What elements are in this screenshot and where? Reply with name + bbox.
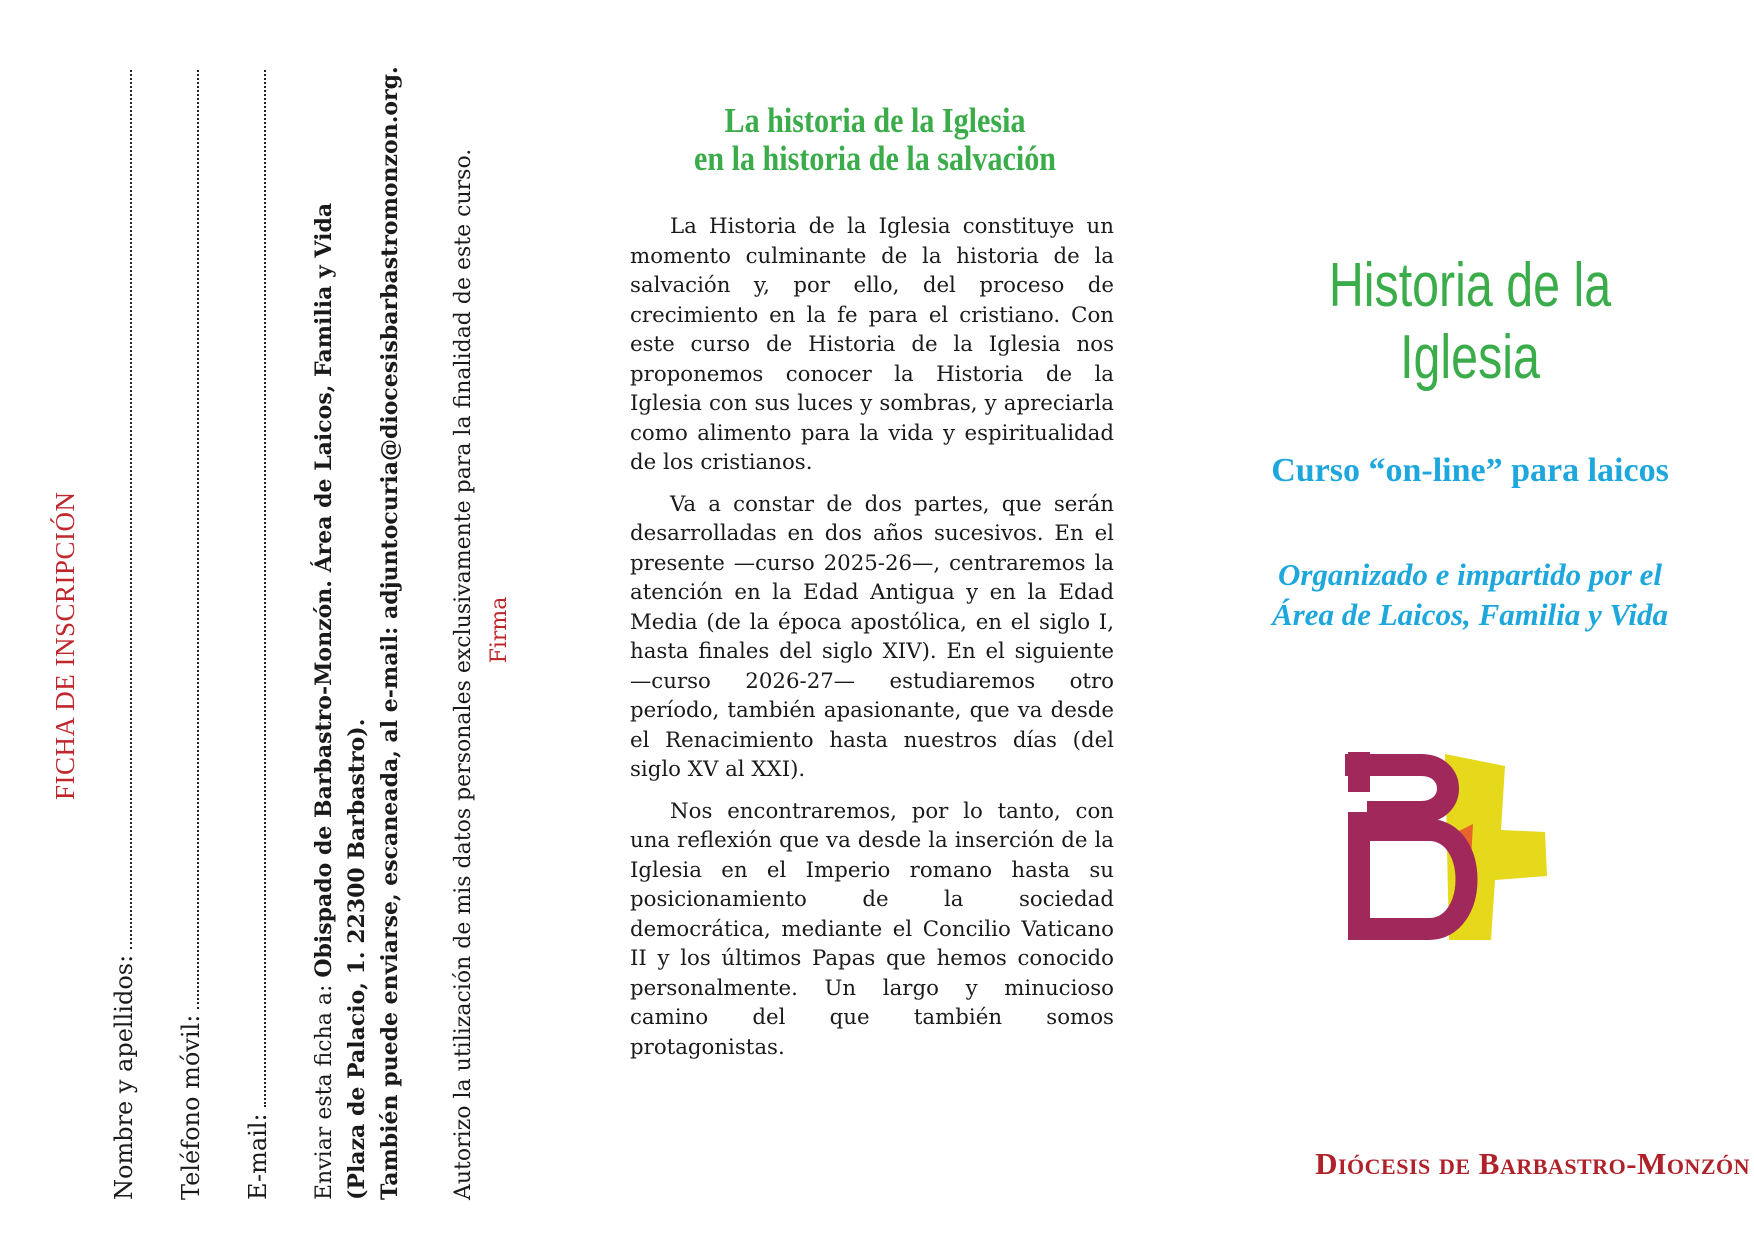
organizer-text (1190, 555, 1750, 635)
diocese-name: Diócesis de Barbastro-Monzón (1315, 1146, 1750, 1181)
intro-title-line2: en la historia de la salvación (693, 139, 1057, 178)
name-field[interactable] (110, 70, 138, 1200)
cover-panel (1220, 0, 1750, 1241)
diocese-logo-icon (1345, 752, 1625, 946)
email-dotted-line[interactable] (264, 70, 266, 1107)
form-title: FICHA DE INSCRIPCIÓN (50, 491, 80, 800)
intro-paragraph: La Historia de la Iglesia constituye un momento culminante de la historia de la salvación y, por ello, del proceso de crecimiento en la fe para el cristiano. Con este curso de Historia de la Iglesia nos proponemos conocer la Historia de la Iglesia con sus luces y sombras, y apreciarla como alimento para la vida y espiritualidad de los cristianos. (630, 214, 1114, 475)
phone-label: Teléfono móvil: (177, 1014, 205, 1200)
intro-body (630, 212, 1114, 1074)
intro-title (656, 102, 1095, 178)
cover-subtitle: Curso “on-line” para laicos (1271, 452, 1669, 489)
authorization-block (446, 60, 518, 1200)
cover-title-line2: Iglesia (1400, 323, 1540, 392)
organizer-line1: Organizado e impartido por el (1277, 557, 1663, 592)
send-address-line1: Obispado de Barbastro-Monzón. Área de Laicos, Familia y Vida (311, 202, 337, 978)
signature-label: Firma (487, 596, 512, 664)
organizer-line2: Área de Laicos, Familia y Vida (1271, 597, 1669, 632)
send-intro: Enviar esta ficha a: (312, 977, 337, 1200)
intro-title-line1: La historia de la Iglesia (724, 101, 1026, 140)
cover-title-line1: Historia de la (1328, 251, 1612, 320)
send-email-line: También puede enviarse, escaneada, al e-mail: adjuntocuria@diocesisbarbastromonzon.org. (377, 66, 403, 1200)
email-field[interactable] (244, 70, 272, 1200)
intro-paragraph: Va a constar de dos partes, que serán desarrolladas en dos años sucesivos. En el presente —curso 2025-26—, centraremos la atención en la Edad Antigua y en la Edad Media (de la época apostólica, en el siglo I, hasta finales del siglo XIV). En el siguiente —curso 2026-27— estudiaremos otro período, también apasionante, que va desde el Renacimiento hasta nuestros días (del siglo XV al XXI). (630, 491, 1114, 782)
cover-title (1275, 250, 1665, 394)
phone-field[interactable] (177, 70, 205, 1200)
registration-form-panel (0, 0, 570, 1241)
name-dotted-line[interactable] (130, 70, 132, 949)
send-address-line2: (Plaza de Palacio, 1. 22300 Barbastro). (344, 718, 370, 1200)
send-instructions (308, 60, 407, 1200)
email-label: E-mail: (244, 1113, 272, 1200)
name-label: Nombre y apellidos: (110, 954, 138, 1200)
authorization-text: Autorizo la utilización de mis datos personales exclusivamente para la finalidad de este curso. (451, 148, 476, 1200)
intro-paragraph: Nos encontraremos, por lo tanto, con una reflexión que va desde la inserción de la Iglesia en el Imperio romano hasta su posicionamiento de la sociedad democrática, mediante el Concilio Vaticano II y los últimos Papas que hemos conocido personalmente. Un largo y minucioso camino del que también somos protagonistas. (630, 798, 1114, 1060)
phone-dotted-line[interactable] (197, 70, 199, 1009)
intro-panel (620, 0, 1130, 1241)
